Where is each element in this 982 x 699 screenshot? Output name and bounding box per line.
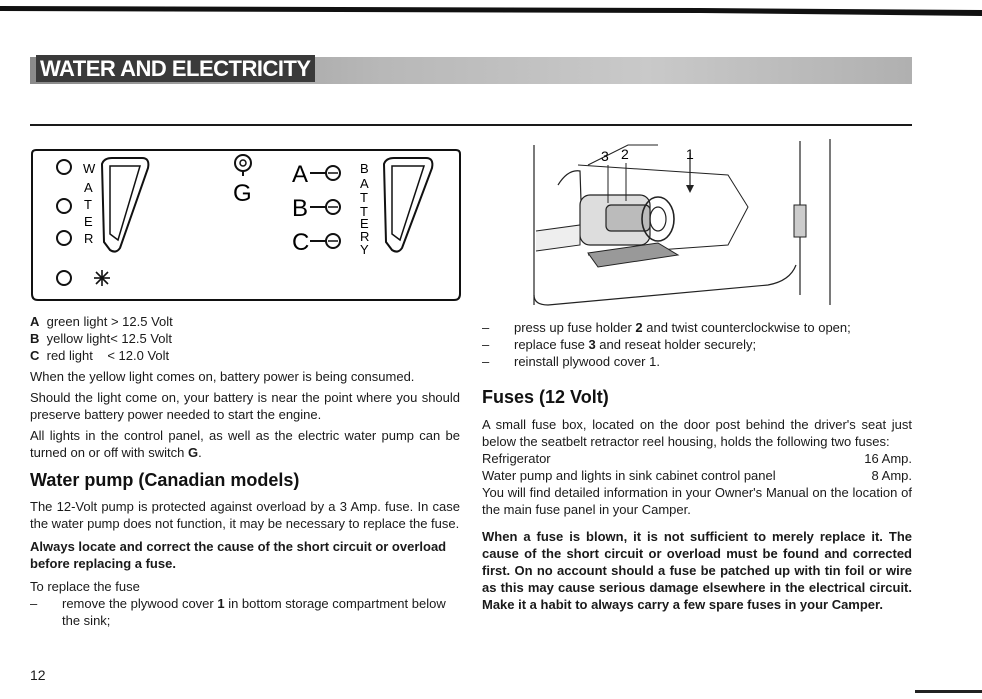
right-column: [482, 319, 912, 617]
step-text: reinstall plywood cover 1.: [514, 354, 660, 369]
paragraph-yellow-light: When the yellow light comes on, battery power is being consumed.: [30, 369, 415, 384]
step-key: 3: [588, 337, 596, 352]
water-label-letter: A: [84, 180, 93, 195]
battery-led-label: B: [292, 195, 309, 222]
legend-key: A: [30, 314, 40, 329]
illustration-label-2: 2: [621, 146, 629, 162]
legend-key: C: [30, 348, 40, 363]
paragraph-preserve-power: Should the light come on, your battery is near the point where you should preserve battery power needed to start the engine.: [30, 390, 460, 422]
water-label-letter: R: [84, 231, 94, 246]
step-key: 1: [217, 596, 225, 611]
control-panel-diagram: [30, 146, 462, 302]
step-text: press up fuse holder: [514, 320, 636, 335]
battery-label-letter: T: [360, 190, 368, 205]
fuse-name: Refrigerator: [482, 451, 551, 466]
heading-fuses: Fuses (12 Volt): [482, 387, 609, 407]
switch-key: G: [188, 445, 199, 460]
water-level-indicator: [57, 160, 71, 174]
battery-led-label: A: [292, 161, 309, 188]
fuse-name: Water pump and lights in sink cabinet control panel: [482, 468, 776, 483]
fuse-holder-illustration: [528, 135, 838, 313]
warning-fuse-blown: When a fuse is blown, it is not sufficient to merely replace it. The cause of the short circuit or overload must be found and corrected first. On no account should a fuse be patched up with tin foil or wire as this may cause serious damage elsewhere in the electrical circuit. Make it a habit to always carry a few spare fuses in your Camper.: [482, 529, 912, 612]
battery-label-letter: B: [360, 161, 369, 176]
legend-row: [30, 347, 460, 364]
legend-row: [30, 330, 460, 347]
battery-label-letter: R: [360, 229, 370, 244]
illustration-label-1: 1: [686, 146, 694, 162]
fuse-rating: 16 Amp.: [864, 451, 912, 466]
list-item: – replace fuse 3 and reseat holder securely;: [482, 337, 757, 352]
water-level-indicator: [57, 199, 71, 213]
list-item: – remove the plywood cover 1 in bottom storage compartment below the sink;: [30, 596, 446, 628]
page-number: 12: [30, 667, 46, 683]
light-star-icon: [94, 270, 110, 286]
step-key: 2: [635, 320, 643, 335]
water-label-letter: T: [84, 197, 92, 212]
step-text-end: in bottom storage compartment below the sink;: [62, 596, 446, 628]
step-text-end: and reseat holder securely;: [595, 337, 757, 352]
legend-text: green light > 12.5 Volt: [46, 314, 173, 329]
water-label-letter: W: [83, 161, 96, 176]
step-text: remove the plywood cover: [62, 596, 218, 611]
water-gauge: [102, 158, 148, 252]
battery-label-letter: A: [360, 176, 369, 191]
bottom-corner-rule: [915, 690, 982, 693]
list-item: – reinstall plywood cover 1.: [482, 354, 660, 369]
switch-text-end: .: [198, 445, 202, 460]
paragraph-pump-overload: The 12-Volt pump is protected against overload by a 3 Amp. fuse. In case the water pump does not function, it may be necessary to replace the fuse.: [30, 499, 460, 531]
fuse-row: [482, 450, 912, 467]
battery-label-letter: Y: [360, 242, 369, 257]
fuse-row: [482, 467, 912, 484]
paragraph-fuse-box: A small fuse box, located on the door post behind the driver's seat just below the seatbelt retractor reel housing, holds the following two fuses:: [482, 417, 912, 449]
illustration-label-3: 3: [601, 148, 609, 164]
switch-label: G: [233, 180, 252, 207]
battery-led-label: C: [292, 229, 310, 256]
paragraph-switch-g: [30, 427, 460, 461]
legend-text: yellow light< 12.5 Volt: [46, 331, 173, 346]
left-column: [30, 313, 460, 629]
water-label-letter: E: [84, 214, 93, 229]
step-text: replace fuse: [514, 337, 589, 352]
section-divider: [30, 124, 912, 126]
top-border-rule: [0, 2, 982, 18]
page-title: WATER AND ELECTRICITY: [36, 55, 315, 82]
fuse-rating: 8 Amp.: [871, 468, 912, 483]
paragraph-owners-manual: You will find detailed information in your Owner's Manual on the location of the main fuse panel in your Camper.: [482, 485, 912, 517]
legend-key: B: [30, 331, 40, 346]
legend-text: red light < 12.0 Volt: [46, 348, 170, 363]
warning-locate-cause: Always locate and correct the cause of the short circuit or overload before replacing a fuse.: [30, 539, 447, 571]
battery-label-letter: E: [360, 216, 369, 231]
list-item: – press up fuse holder 2 and twist counterclockwise to open;: [482, 320, 851, 335]
voltage-legend: [30, 313, 460, 364]
water-level-indicator: [57, 231, 71, 245]
power-indicator: [57, 271, 71, 285]
heading-water-pump: Water pump (Canadian models): [30, 470, 300, 490]
switch-text: All lights in the control panel, as well as the electric water pump can be turned on or off with switch: [30, 428, 460, 460]
legend-row: [30, 313, 460, 330]
step-text-end: and twist counterclockwise to open;: [642, 320, 851, 335]
switch-g-icon: [235, 155, 251, 176]
battery-label-letter: T: [360, 204, 368, 219]
paragraph-to-replace: To replace the fuse: [30, 579, 140, 594]
